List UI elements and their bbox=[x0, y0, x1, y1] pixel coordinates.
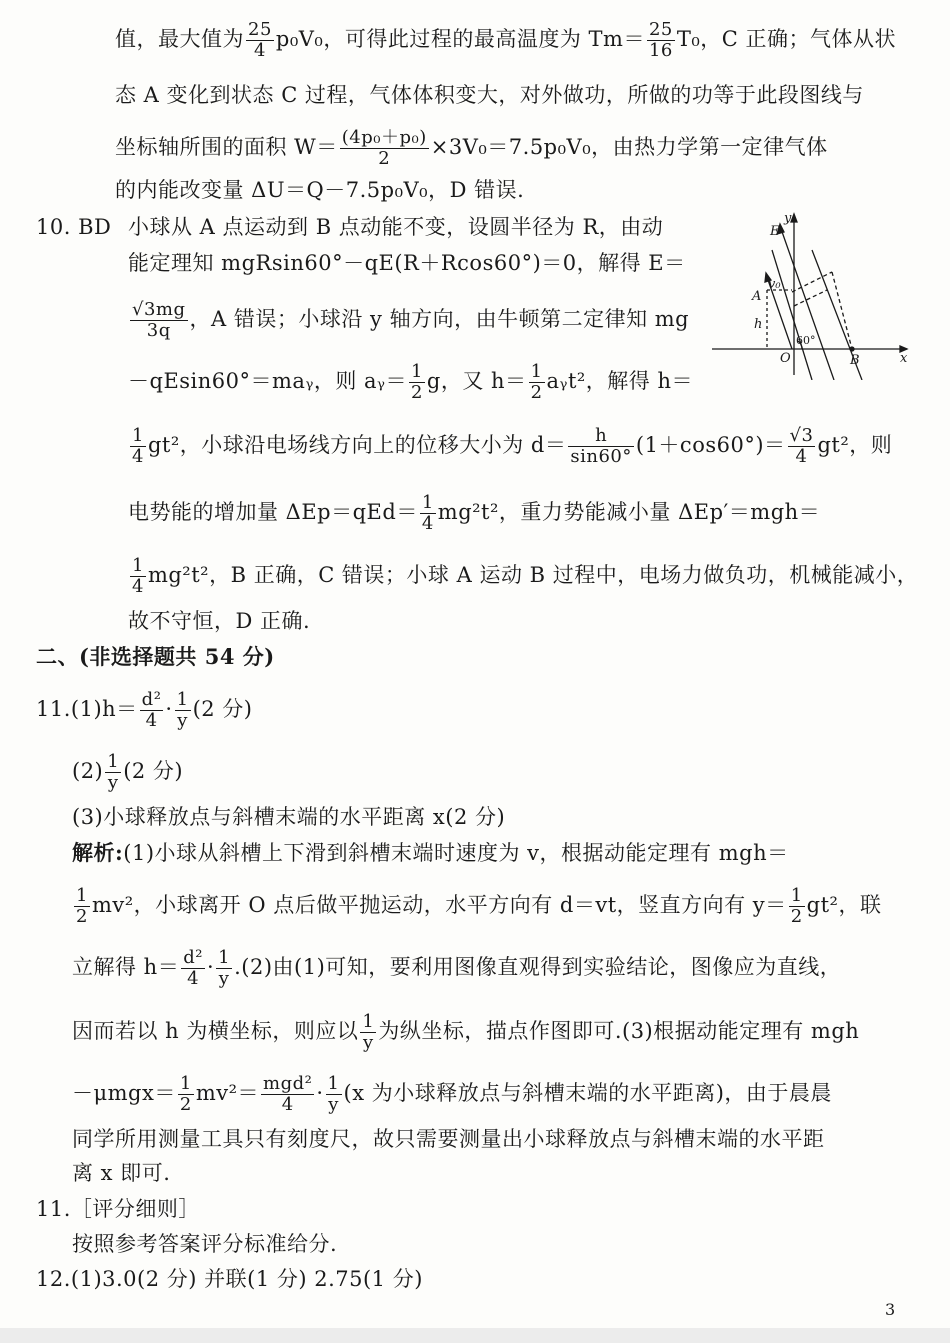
denominator: y bbox=[107, 772, 119, 793]
fraction bbox=[529, 362, 545, 403]
text: 值，最大值为 bbox=[115, 27, 244, 51]
denominator: 4 bbox=[187, 968, 200, 989]
text: 因而若以 h 为横坐标，则应以 bbox=[72, 1019, 359, 1043]
label-h: h bbox=[754, 317, 763, 332]
text-line-7 bbox=[128, 300, 689, 341]
denominator: 2 bbox=[410, 382, 423, 403]
denominator: 4 bbox=[145, 710, 158, 731]
fraction bbox=[326, 1074, 342, 1115]
analysis-line-4 bbox=[72, 1012, 859, 1053]
dashed-line-2 bbox=[794, 290, 827, 306]
fraction bbox=[409, 362, 425, 403]
q11-part2 bbox=[72, 752, 183, 793]
denominator: 3q bbox=[146, 320, 171, 341]
section-heading: 二、(非选择题共 54 分) bbox=[36, 644, 275, 669]
physics-diagram bbox=[712, 210, 912, 380]
text-line-5: 小球从 A 点运动到 B 点动能不变，设圆半径为 R，由动 bbox=[128, 215, 664, 239]
text: (2) bbox=[72, 759, 104, 783]
text-line-6: 能定理知 mgRsin60°－qE(R＋Rcos60°)＝0，解得 E＝ bbox=[128, 251, 686, 275]
numerator: 1 bbox=[362, 1011, 375, 1032]
text-line-2: 态 A 变化到状态 C 过程，气体体积变大，对外做功，所做的功等于此段图线与 bbox=[115, 83, 864, 107]
numerator: 1 bbox=[76, 885, 88, 906]
numerator: mgd² bbox=[263, 1073, 313, 1094]
text: －qEsin60°＝maᵧ，则 aᵧ＝ bbox=[128, 369, 407, 393]
fraction bbox=[130, 300, 188, 341]
text-line-12: 故不守恒，D 正确. bbox=[128, 609, 311, 633]
denominator: y bbox=[363, 1032, 374, 1053]
fraction bbox=[647, 20, 675, 61]
fraction bbox=[420, 493, 436, 534]
numerator: 1 bbox=[421, 492, 434, 513]
denominator: 4 bbox=[132, 576, 144, 597]
text: ×3V₀＝7.5p₀V₀，由热力学第一定律气体 bbox=[430, 135, 828, 159]
y-axis-arrow bbox=[791, 214, 797, 222]
analysis-line-7: 离 x 即可. bbox=[72, 1161, 171, 1185]
text: ，A 错误；小球沿 y 轴方向，由牛顿第二定律知 mg bbox=[189, 307, 690, 331]
denominator: 4 bbox=[421, 513, 434, 534]
text: .(2)由(1)可知，要利用图像直观得到实验结论，图像应为直线， bbox=[234, 955, 842, 979]
text-line-10 bbox=[128, 493, 820, 534]
page-number: 3 bbox=[885, 1300, 896, 1319]
q11-rule-text: 按照参考答案评分标准给分. bbox=[72, 1232, 338, 1256]
analysis-line-6: 同学所用测量工具只有刻度尺，故只需要测量出小球释放点与斜槽末端的水平距 bbox=[72, 1127, 825, 1151]
q12-line: 12.(1)3.0(2 分) 并联(1 分) 2.75(1 分) bbox=[36, 1267, 423, 1291]
text-line-3 bbox=[115, 128, 828, 169]
fraction bbox=[568, 426, 634, 467]
label-angle: 60° bbox=[796, 334, 816, 347]
analysis-line-5 bbox=[72, 1074, 832, 1115]
text: · bbox=[206, 955, 215, 979]
analysis-line-3 bbox=[72, 948, 841, 989]
denominator: 4 bbox=[795, 446, 808, 467]
text: · bbox=[165, 697, 173, 721]
fraction bbox=[246, 20, 274, 61]
numerator: 1 bbox=[530, 361, 543, 382]
text: mg²t²，重力势能减小量 ΔEp′＝mgh＝ bbox=[437, 500, 821, 524]
analysis-label: 解析: bbox=[72, 840, 124, 865]
denominator: 4 bbox=[281, 1094, 294, 1115]
field-line-1 bbox=[772, 250, 812, 380]
question-number-10: 10. BD bbox=[36, 215, 112, 239]
numerator: 1 bbox=[218, 947, 231, 968]
denominator: 16 bbox=[648, 40, 673, 61]
text: gt²，小球沿电场线方向上的位移大小为 d＝ bbox=[147, 433, 567, 457]
fraction bbox=[261, 1074, 314, 1115]
denominator: sin60° bbox=[570, 446, 632, 467]
label-e: E bbox=[770, 224, 780, 239]
label-b: B bbox=[850, 353, 860, 368]
denominator: 2 bbox=[76, 906, 88, 927]
denominator: 4 bbox=[132, 446, 144, 467]
numerator: √3 bbox=[789, 425, 814, 446]
q11-part1 bbox=[36, 690, 252, 731]
fraction bbox=[789, 886, 805, 927]
text-line-1 bbox=[115, 20, 896, 61]
text: 坐标轴所围的面积 W＝ bbox=[115, 135, 338, 159]
label-y: y bbox=[784, 211, 792, 226]
numerator: 25 bbox=[248, 19, 272, 40]
numerator: √3mg bbox=[132, 299, 186, 320]
text: gt²，则 bbox=[817, 433, 893, 457]
analysis-line-2 bbox=[72, 886, 881, 927]
denominator: 2 bbox=[530, 382, 543, 403]
fraction bbox=[105, 752, 121, 793]
fraction bbox=[788, 426, 816, 467]
denominator: 2 bbox=[790, 906, 803, 927]
text: T₀，C 正确；气体从状 bbox=[676, 27, 897, 51]
numerator: d² bbox=[183, 947, 203, 968]
text: (2 分) bbox=[123, 759, 184, 783]
numerator: d² bbox=[141, 689, 162, 710]
label-o: O bbox=[780, 351, 791, 366]
text: 11.(1)h＝ bbox=[36, 697, 138, 721]
numerator: h bbox=[568, 426, 634, 447]
text: gt²，联 bbox=[806, 893, 882, 917]
numerator: 1 bbox=[410, 361, 423, 382]
q11-rule-heading: 11.［评分细则］ bbox=[36, 1197, 200, 1221]
text: · bbox=[316, 1081, 324, 1105]
denominator: y bbox=[177, 710, 188, 731]
text-line-4: 的内能改变量 ΔU＝Q－7.5p₀V₀，D 错误. bbox=[115, 178, 525, 202]
point-b bbox=[850, 347, 854, 351]
fraction bbox=[74, 886, 90, 927]
denominator: 2 bbox=[378, 148, 391, 169]
numerator: 1 bbox=[132, 425, 144, 446]
text: aᵧt²，解得 h＝ bbox=[546, 369, 693, 393]
numerator: 1 bbox=[132, 555, 144, 576]
fraction bbox=[130, 556, 146, 597]
label-x: x bbox=[900, 351, 908, 366]
fraction bbox=[178, 1074, 194, 1115]
fraction bbox=[360, 1012, 376, 1053]
text: p₀V₀，可得此过程的最高温度为 Tm＝ bbox=[275, 27, 645, 51]
numerator: (4p₀＋p₀) bbox=[341, 127, 427, 148]
denominator: 4 bbox=[253, 40, 266, 61]
numerator: 25 bbox=[648, 19, 673, 40]
label-a: A bbox=[752, 289, 762, 304]
fraction bbox=[175, 690, 191, 731]
numerator: 1 bbox=[179, 1073, 192, 1094]
fraction bbox=[130, 426, 146, 467]
text: mv²＝ bbox=[195, 1081, 260, 1105]
text: g，又 h＝ bbox=[426, 369, 527, 393]
text: (1＋cos60°)＝ bbox=[635, 433, 786, 457]
denominator: y bbox=[218, 968, 230, 989]
text: 立解得 h＝ bbox=[72, 955, 180, 979]
numerator: 1 bbox=[327, 1073, 340, 1094]
label-v0: v₀ bbox=[768, 277, 781, 292]
dashed-line-1 bbox=[792, 272, 832, 292]
numerator: 1 bbox=[107, 751, 120, 772]
fraction bbox=[340, 128, 429, 169]
fraction bbox=[216, 948, 232, 989]
denominator: 2 bbox=[179, 1094, 192, 1115]
footer-bar bbox=[0, 1328, 950, 1343]
text: mg²t²，B 正确，C 错误；小球 A 运动 B 过程中，电场力做负功，机械能减小， bbox=[147, 563, 919, 587]
text: －μmgx＝ bbox=[72, 1081, 176, 1105]
fraction bbox=[140, 690, 164, 731]
text: (2 分) bbox=[192, 697, 253, 721]
q11-part3: (3)小球释放点与斜槽末端的水平距离 x(2 分) bbox=[72, 805, 506, 829]
analysis-line-1 bbox=[72, 838, 789, 868]
text: 为纵坐标，描点作图即可.(3)根据动能定理有 mgh bbox=[378, 1019, 860, 1043]
fraction bbox=[181, 948, 205, 989]
denominator: y bbox=[328, 1094, 339, 1115]
text-line-11 bbox=[128, 556, 918, 597]
text: 电势能的增加量 ΔEp＝qEd＝ bbox=[128, 500, 418, 524]
text-line-8 bbox=[128, 362, 693, 403]
text: (1)小球从斜槽上下滑到斜槽末端时速度为 v，根据动能定理有 mgh＝ bbox=[123, 841, 789, 865]
text: mv²，小球离开 O 点后做平抛运动，水平方向有 d＝vt，竖直方向有 y＝ bbox=[91, 893, 787, 917]
numerator: 1 bbox=[176, 689, 189, 710]
numerator: 1 bbox=[790, 885, 803, 906]
text: (x 为小球释放点与斜槽末端的水平距离)，由于晨晨 bbox=[343, 1081, 832, 1105]
text-line-9 bbox=[128, 426, 892, 467]
